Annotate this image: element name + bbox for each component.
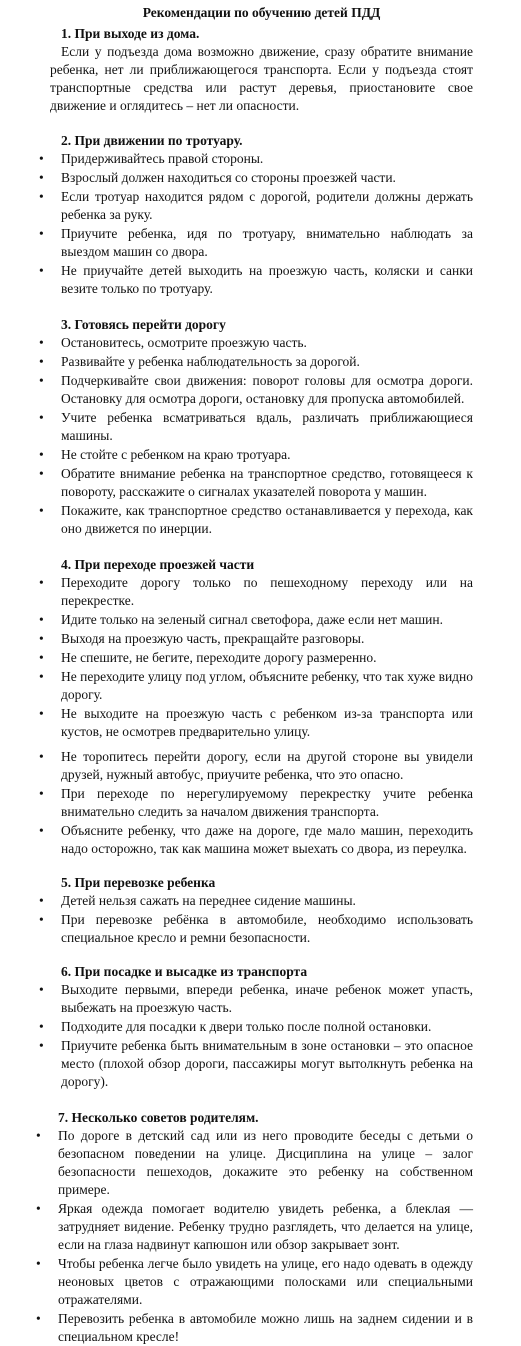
bullet-icon: • <box>39 612 44 627</box>
bullet-icon: • <box>36 1201 41 1216</box>
list-item: • Детей нельзя сажать на переднее сидение машины. <box>39 893 356 908</box>
bullet-icon: • <box>39 706 44 721</box>
list-item: • Остановитесь, осмотрите проезжую часть. <box>39 335 307 350</box>
section-preparing-to-cross <box>39 316 473 538</box>
list-item: • По дороге в детский сад или из него проводите беседы с детьми о безопасном поведении на улице. Дисциплина на улице – залог безопасности пешеходов, докажите это ребенку на собственном примере. <box>36 1128 473 1197</box>
bullet-icon: • <box>39 335 44 350</box>
bullet-icon: • <box>39 575 44 590</box>
bullet-icon: • <box>39 226 44 241</box>
list-item: • Выходите первыми, впереди ребенка, иначе ребенок может упасть, выбежать на проезжую часть. <box>39 982 473 1015</box>
list-item: • Не торопитесь перейти дорогу, если на другой стороне вы увидели друзей, нужный автобус, приучите ребенка, что это опасно. <box>39 749 473 782</box>
list-item: • Яркая одежда помогает водителю увидеть ребенка, а блеклая — затрудняет видение. Ребенку трудно разглядеть, что делается на улице, если на глаза надвинут капюшон или обзор закрывает зонт. <box>36 1201 473 1252</box>
bullet-list <box>39 150 473 298</box>
bullet-icon: • <box>39 912 44 927</box>
list-item: • Обратите внимание ребенка на транспортное средство, готовящееся к повороту, расскажите о сигналах указателей поворота у машин. <box>39 466 473 499</box>
bullet-icon: • <box>39 447 44 462</box>
list-item: • Подчеркивайте свои движения: поворот головы для осмотра дороги. Остановку для осмотра дороги, остановку для пропуска автомобилей. <box>39 373 473 406</box>
list-item: • Придерживайтесь правой стороны. <box>39 151 264 166</box>
bullet-icon: • <box>36 1311 41 1326</box>
list-item: • Перевозить ребенка в автомобиле можно лишь на заднем сидении и в специальном кресле! <box>36 1311 473 1344</box>
section-sidewalk <box>39 132 473 298</box>
list-item: • Не стойте с ребенком на краю тротуара. <box>39 447 291 462</box>
bullet-icon: • <box>39 669 44 684</box>
list-item: • При переходе по нерегулируемому перекрестку учите ребенка внимательно следить за началом движения транспорта. <box>39 786 473 819</box>
section-paragraph: Если у подъезда дома возможно движение, сразу обратите внимание ребенка, нет ли приближающегося транспорта. Если у подъезда стоят транспортные средства или растут деревья, приостановите свое движение и оглядитесь – нет ли опасности. <box>50 44 473 113</box>
bullet-list <box>39 981 473 1091</box>
bullet-icon: • <box>39 786 44 801</box>
bullet-icon: • <box>39 982 44 997</box>
section-crossing-road <box>39 556 474 858</box>
bullet-icon: • <box>39 263 44 278</box>
list-item: • Не выходите на проезжую часть с ребенком из-за транспорта или кустов, не осмотрев предварительно улицу. <box>39 706 473 739</box>
list-item: • Развивайте у ребенка наблюдательность за дорогой. <box>39 354 360 369</box>
list-item: • Подходите для посадки к двери только после полной остановки. <box>39 1019 432 1034</box>
section-transporting-child <box>39 874 473 947</box>
list-item: • При перевозке ребёнка в автомобиле, необходимо использовать специальное кресло и ремни безопасности. <box>39 912 473 945</box>
bullet-icon: • <box>39 373 44 388</box>
section-heading: 4. При переходе проезжей части <box>61 557 255 572</box>
section-heading: 5. При перевозке ребенка <box>61 875 216 890</box>
list-item: • Не приучайте детей выходить на проезжую часть, коляски и санки везите только по тротуару. <box>39 263 473 296</box>
bullet-icon: • <box>39 151 44 166</box>
section-heading: 1. При выходе из дома. <box>61 26 200 41</box>
bullet-list <box>39 334 473 538</box>
bullet-list <box>39 574 474 858</box>
bullet-list <box>39 892 473 947</box>
list-item: • Не переходите улицу под углом, объясните ребенку, что так хуже видно дорогу. <box>39 669 474 702</box>
list-item: • Не спешите, не бегите, переходите дорогу размеренно. <box>39 650 377 665</box>
bullet-icon: • <box>39 823 44 838</box>
bullet-icon: • <box>36 1128 41 1143</box>
section-heading: 7. Несколько советов родителям. <box>58 1110 259 1125</box>
list-item: • Чтобы ребенка легче было увидеть на улице, его надо одевать в одежду неоновых цветов с отражающими полосками или специальными отражателями. <box>36 1256 473 1307</box>
bullet-icon: • <box>39 503 44 518</box>
list-item: • Переходите дорогу только по пешеходному переходу или на перекрестке. <box>39 575 473 608</box>
bullet-icon: • <box>36 1256 41 1271</box>
section-parent-tips <box>36 1109 473 1346</box>
list-item: • Объясните ребенку, что даже на дороге, где мало машин, переходить надо осторожно, так как машина может выехать со двора, из переулка. <box>39 823 473 856</box>
list-item: • Учите ребенка всматриваться вдаль, различать приближающиеся машины. <box>39 410 473 443</box>
section-heading: 3. Готовясь перейти дорогу <box>61 317 226 332</box>
section-heading: 6. При посадке и высадке из транспорта <box>61 964 308 979</box>
section-boarding-transport <box>39 963 473 1091</box>
bullet-icon: • <box>39 650 44 665</box>
list-item: • Покажите, как транспортное средство останавливается у перехода, как оно движется по инерции. <box>39 503 473 536</box>
bullet-icon: • <box>39 1038 44 1053</box>
bullet-icon: • <box>39 631 44 646</box>
bullet-icon: • <box>39 893 44 908</box>
list-item: • Если тротуар находится рядом с дорогой, родители должны держать ребенка за руку. <box>39 189 473 222</box>
list-item: • Взрослый должен находиться со стороны проезжей части. <box>39 170 396 185</box>
bullet-icon: • <box>39 749 44 764</box>
list-item: • Выходя на проезжую часть, прекращайте разговоры. <box>39 631 365 646</box>
bullet-icon: • <box>39 354 44 369</box>
bullet-icon: • <box>39 189 44 204</box>
document-title: Рекомендации по обучению детей ПДД <box>142 5 381 20</box>
list-item: • Приучите ребенка, идя по тротуару, внимательно наблюдать за выездом машин со двора. <box>39 226 473 259</box>
bullet-icon: • <box>39 1019 44 1034</box>
bullet-icon: • <box>39 410 44 425</box>
list-item: • Идите только на зеленый сигнал светофора, даже если нет машин. <box>39 612 443 627</box>
section-heading: 2. При движении по тротуару. <box>61 133 243 148</box>
list-item: • Приучите ребенка быть внимательным в зоне остановки – это опасное место (плохой обзор дороги, пассажиры могут вытолкнуть ребенка на дорогу). <box>39 1038 473 1089</box>
section-leaving-home <box>50 25 473 115</box>
bullet-icon: • <box>39 170 44 185</box>
bullet-list <box>36 1127 473 1346</box>
bullet-icon: • <box>39 466 44 481</box>
